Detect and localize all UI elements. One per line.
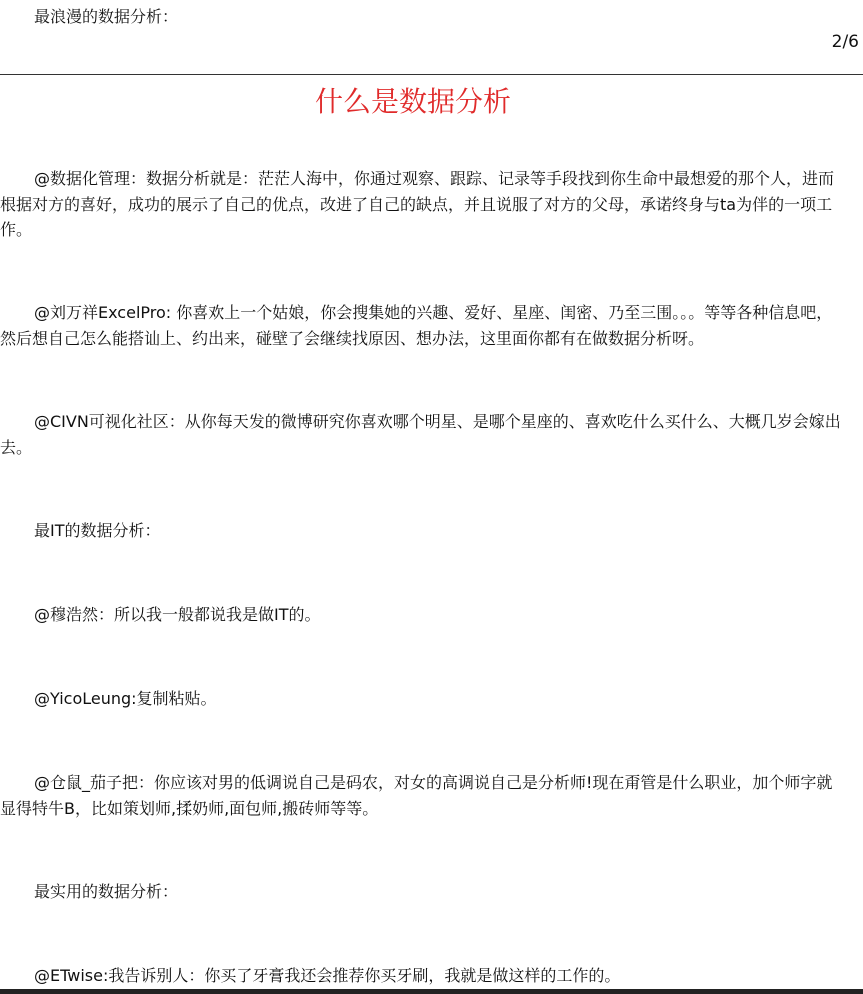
header-divider xyxy=(0,74,863,75)
paragraph-cangshu: @仓鼠_茄子把：你应该对男的低调说自己是码农，对女的高调说自己是分析师!现在甭管是什么职业，加个师字就显得特牛B，比如策划师,揉奶师,面包师,搬砖师等等。 xyxy=(0,773,833,818)
page-title: 什么是数据分析 xyxy=(314,85,511,118)
page-number: 2/6 xyxy=(831,32,859,52)
paragraph-excelpro: @刘万祥ExcelPro: 你喜欢上一个姑娘，你会搜集她的兴趣、爱好、星座、闺密、乃至三围。。。等等各种信息吧，然后想自己怎么能搭讪上、约出来，碰壁了会继续找原因、想办法，这里面你都有在做数据分析呀。 xyxy=(0,303,833,348)
page-bottom-edge xyxy=(0,989,863,994)
paragraph-civn: @CIVN可视化社区：从你每天发的微博研究你喜欢哪个明星、是哪个星座的、喜欢吃什么买什么、大概几岁会嫁出去。 xyxy=(0,412,841,457)
paragraph-etwise: @ETwise:我告诉别人：你买了牙膏我还会推荐你买牙刷，我就是做这样的工作的。 xyxy=(34,966,621,985)
section-heading-it: 最IT的数据分析： xyxy=(34,521,161,540)
paragraph-muhaoran: @穆浩然：所以我一般都说我是做IT的。 xyxy=(34,605,321,624)
section-heading-practical: 最实用的数据分析： xyxy=(34,882,179,901)
previous-page-text: 最浪漫的数据分析： xyxy=(34,7,179,26)
paragraph-data-management: @数据化管理：数据分析就是：茫茫人海中，你通过观察、跟踪、记录等手段找到你生命中最想爱的那个人，进而根据对方的喜好，成功的展示了自己的优点，改进了自己的缺点，并且说服了对方的父母，承诺终身与ta为伴的一项工作。 xyxy=(0,169,835,239)
paragraph-yicoleung: @YicoLeung:复制粘贴。 xyxy=(34,689,217,708)
